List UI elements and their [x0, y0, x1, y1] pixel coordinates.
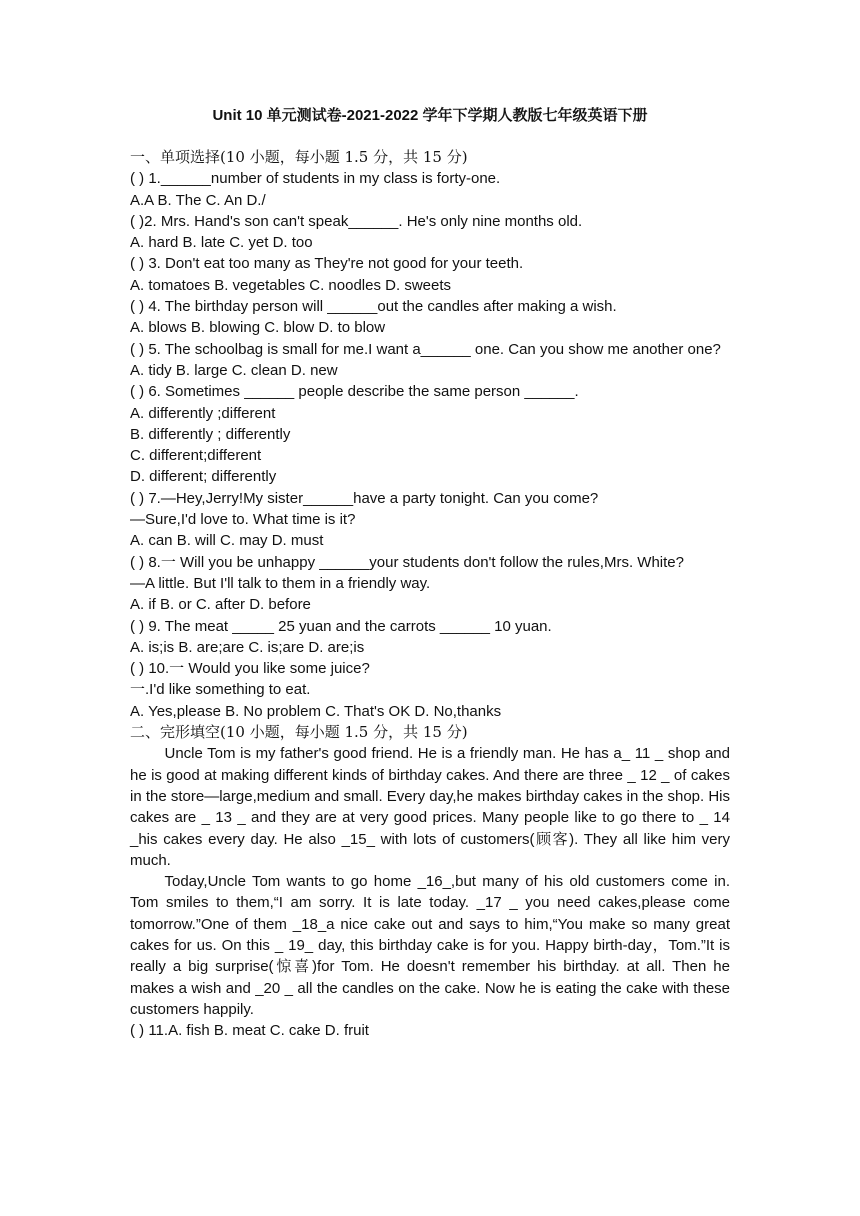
- question-6-option-c: C. different;different: [130, 447, 262, 465]
- section-heading-cloze: 二、完形填空(10 小题，每小题 1.5 分，共 15 分): [130, 723, 468, 742]
- question-4-options: A. blows B. blowing C. blow D. to blow: [130, 319, 386, 337]
- question-1: ( ) 1.______number of students in my class is forty-one.: [130, 170, 501, 188]
- question-6-option-d: D. different; differently: [130, 468, 277, 486]
- question-6-option-a: A. differently ;different: [130, 404, 276, 422]
- question-7-options: A. can B. will C. may D. must: [130, 532, 324, 550]
- question-3-options: A. tomatoes B. vegetables C. noodles D. sweets: [130, 276, 451, 294]
- question-9-options: A. is;is B. are;are C. is;are D. are;is: [130, 638, 365, 656]
- cloze-paragraph-1: Uncle Tom is my father's good friend. He is a friendly man. He has a_ 11 _ shop and he is good at making different kinds of birthday cakes. And there are three _ 12 _ of cakes in the store—large,medium and small. Every day,he makes birthday cakes in the shop. His cakes are _ 13 _ and they are at very good prices. Many people like to go there to _ 14 _his cakes every day. He also _15_ with lots of customers(顾客). They all like him very much.: [130, 745, 730, 869]
- cloze-paragraph-2: Today,Uncle Tom wants to go home _16_,but many of his old customers come in. Tom smiles to them,“I am sorry. It is late today. _17 _ you need cakes,please come tomorrow.”One of them _18_a nice cake out and says to him,“You make so many great cakes for us. On this _ 19_ day, this birthday cake is for you. Happy birth-day，Tom.”It is really a big surprise(惊喜)for Tom. He doesn't remember his birthday. at all. Then he makes a wish and _20 _ all the candles on the cake. Now he is eating the cake with these customers happily.: [130, 873, 730, 1018]
- question-3: ( ) 3. Don't eat too many as They're not good for your teeth.: [130, 255, 524, 273]
- question-9: ( ) 9. The meat _____ 25 yuan and the carrots ______ 10 yuan.: [130, 617, 552, 635]
- question-7-reply: —Sure,I'd love to. What time is it?: [130, 511, 356, 529]
- question-5-options: A. tidy B. large C. clean D. new: [130, 361, 338, 379]
- section-heading-multiple-choice: 一、单项选择(10 小题，每小题 1.5 分，共 15 分): [130, 148, 468, 166]
- question-2-options: A. hard B. late C. yet D. too: [130, 234, 313, 252]
- question-6-option-b: B. differently ; differently: [130, 425, 291, 443]
- question-10-options: A. Yes,please B. No problem C. That's OK D. No,thanks: [130, 702, 502, 720]
- question-10: ( ) 10.一 Would you like some juice?: [130, 660, 370, 678]
- question-5: ( ) 5. The schoolbag is small for me.I want a______ one. Can you show me another one?: [130, 340, 721, 358]
- question-4: ( ) 4. The birthday person will ______out the candles after making a wish.: [130, 298, 617, 316]
- question-8: ( ) 8.一 Will you be unhappy ______your students don't follow the rules,Mrs. White?: [130, 553, 684, 571]
- question-8-reply: —A little. But I'll talk to them in a friendly way.: [130, 574, 431, 592]
- page-title: Unit 10 单元测试卷-2021-2022 学年下学期人教版七年级英语下册: [212, 107, 648, 124]
- question-6: ( ) 6. Sometimes ______ people describe the same person ______.: [130, 383, 579, 401]
- question-1-options: A.A B. The C. An D./: [130, 191, 266, 209]
- question-2: ( )2. Mrs. Hand's son can't speak______. He's only nine months old.: [130, 212, 583, 230]
- question-8-options: A. if B. or C. after D. before: [130, 596, 311, 614]
- question-7: ( ) 7.—Hey,Jerry!My sister______have a party tonight. Can you come?: [130, 489, 599, 507]
- question-10-reply: 一.I'd like something to eat.: [130, 681, 311, 699]
- question-11: ( ) 11.A. fish B. meat C. cake D. fruit: [130, 1022, 369, 1040]
- document-body: [130, 147, 730, 1041]
